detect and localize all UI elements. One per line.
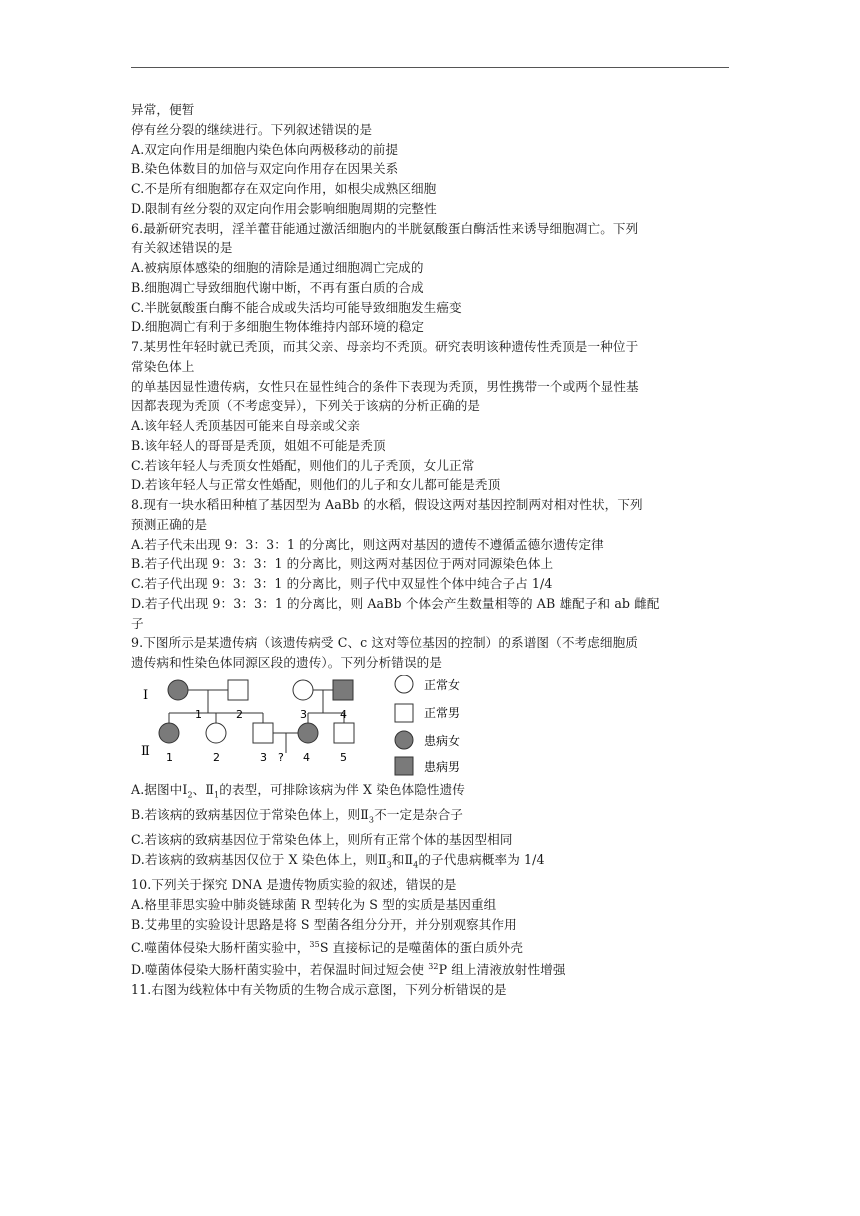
question-9-stem: 9.下图所示是某遗传病（该遗传病受 C、c 这对等位基因的控制）的系谱图（不考虑细胞质 [131,635,638,651]
question-11-stem: 11.右图为线粒体中有关物质的生物合成示意图，下列分析错误的是 [131,982,507,998]
legend-affected-male-label: 患病男 [424,759,461,774]
option-line: A.若子代未出现 9：3：3：1 的分离比，则这两对基因的遗传不遵循孟德尔遗传定律 [131,536,604,552]
option-line: C.不是所有细胞都存在双定向作用，如根尖成熟区细胞 [131,181,437,196]
option-line: B.若该病的致病基因位于常染色体上，则$Ⅱ_3$不一定是杂合子 [131,807,463,825]
II-3-normal-male [253,723,273,743]
text-line: 子 [131,615,144,631]
text-line: 因都表现为秃顶（不考虑变异），下列关于该病的分析正确的是 [131,398,481,414]
option-line: A.该年轻人秃顶基因可能来自母亲或父亲 [131,418,361,433]
option-line: D.若该年轻人与正常女性婚配，则他们的儿子和女儿都可能是秃顶 [131,477,501,493]
option-line: C.若该病的致病基因位于常染色体上，则所有正常个体的基因型相同 [131,832,513,848]
text-line: 的单基因显性遗传病，女性只在显性纯合的条件下表现为秃顶，男性携带一个或两个显性基 [131,378,639,394]
text-line: 有关叙述错误的是 [131,240,233,256]
II-2-normal-female [206,723,226,743]
legend-normal-male-symbol [395,704,413,722]
II-2-number: 2 [213,750,220,764]
option-line: B.染色体数目的加倍与双定向作用存在因果关系 [131,161,399,177]
option-line: B.艾弗里的实验设计思路是将 S 型菌各组分分开，并分别观察其作用 [131,916,517,932]
pedigree-figure [131,675,731,778]
II-5-number: 5 [340,750,347,764]
legend-affected-female-symbol [395,731,413,749]
generation-label-1: Ⅰ [143,687,149,703]
generation-label-2: Ⅱ [141,743,150,759]
II-3-number: 3 [260,750,267,764]
I-4-number: 4 [340,707,347,721]
option-line: D.若子代出现 9：3：3：1 的分离比，则 AaBb 个体会产生数量相等的 AB 雄配子和 ab 雌配 [131,595,660,611]
option-line: A.据图中$Ⅰ_2$、$Ⅱ_1$的表型，可排除该病为伴 X 染色体隐性遗传 [131,781,465,800]
legend-affected-female-label: 患病女 [424,733,461,748]
option-line: C.噬菌体侵染大肠杆菌实验中，$^{35}$S 直接标记的是噬菌体的蛋白质外壳 [131,939,524,955]
option-line: C.若子代出现 9：3：3：1 的分离比，则子代中双显性个体中纯合子占 1/4 [131,576,553,591]
question-8-stem: 8.现有一块水稻田种植了基因型为 AaBb 的水稻，假设这两对基因控制两对相对性状，下列 [131,497,643,512]
option-line: D.噬菌体侵染大肠杆菌实验中，若保温时间过短会使 $^{32}$P 组上清液放射性增强 [131,962,566,978]
I-3-number: 3 [300,707,307,721]
II-1-affected-female [159,723,179,743]
option-line: B.若子代出现 9：3：3：1 的分离比，则这两对基因位于两对同源染色体上 [131,556,554,572]
option-line: C.若该年轻人与秃顶女性婚配，则他们的儿子秃顶，女儿正常 [131,457,475,473]
header-rule [131,67,729,68]
option-line: D.细胞凋亡有利于多细胞生物体维持内部环境的稳定 [131,319,425,335]
II-4-number: 4 [303,750,310,764]
option-line: A.双定向作用是细胞内染色体向两极移动的前提 [131,141,399,157]
II-4-affected-female [298,723,318,743]
legend-normal-female-symbol [395,675,413,693]
option-line: C.半胱氨酸蛋白酶不能合成或失活均可能导致细胞发生癌变 [131,299,462,315]
II-5-normal-male [334,723,354,743]
I-2-normal-male [228,680,248,700]
question-mark: ? [278,750,284,764]
text-line: 常染色体上 [131,358,195,374]
text-line: 停有丝分裂的继续进行。下列叙述错误的是 [131,121,373,137]
I-1-number: 1 [195,707,202,721]
pedigree-chart [131,675,471,778]
question-10-stem: 10.下列关于探究 DNA 是遗传物质实验的叙述，错误的是 [131,877,457,893]
I-3-normal-female [293,680,313,700]
I-1-affected-female [168,680,188,700]
text-line: 异常，便暂 [131,102,195,117]
option-line: A.格里菲思实验中肺炎链球菌 R 型转化为 S 型的实质是基因重组 [131,897,497,913]
legend-normal-male-label: 正常男 [424,705,461,720]
option-line: B.该年轻人的哥哥是秃顶，姐姐不可能是秃顶 [131,437,386,453]
text-line: 遗传病和性染色体同源区段的遗传）。下列分析错误的是 [131,655,443,670]
option-line: B.细胞凋亡导致细胞代谢中断，不再有蛋白质的合成 [131,279,424,295]
II-1-number: 1 [166,750,173,764]
text-line: 预测正确的是 [131,516,208,532]
option-line: D.若该病的致病基因仅位于 X 染色体上，则$Ⅱ_3$和$Ⅱ_4$的子代患病概率为 1/4 [131,852,545,870]
document-page [131,100,731,1000]
I-2-number: 2 [236,707,243,721]
legend-normal-female-label: 正常女 [424,677,461,692]
legend-affected-male-symbol [395,757,413,775]
option-line: D.限制有丝分裂的双定向作用会影响细胞周期的完整性 [131,200,437,216]
question-7-stem: 7.某男性年轻时就已秃顶，而其父亲、母亲均不秃顶。研究表明该种遗传性秃顶是一种位于 [131,339,639,354]
I-4-affected-male [333,680,353,700]
option-line: A.被病原体感染的细胞的清除是通过细胞凋亡完成的 [131,260,424,275]
question-6-stem: 6.最新研究表明，淫羊藿苷能通过激活细胞内的半胱氨酸蛋白酶活性来诱导细胞凋亡。下列 [131,220,639,236]
